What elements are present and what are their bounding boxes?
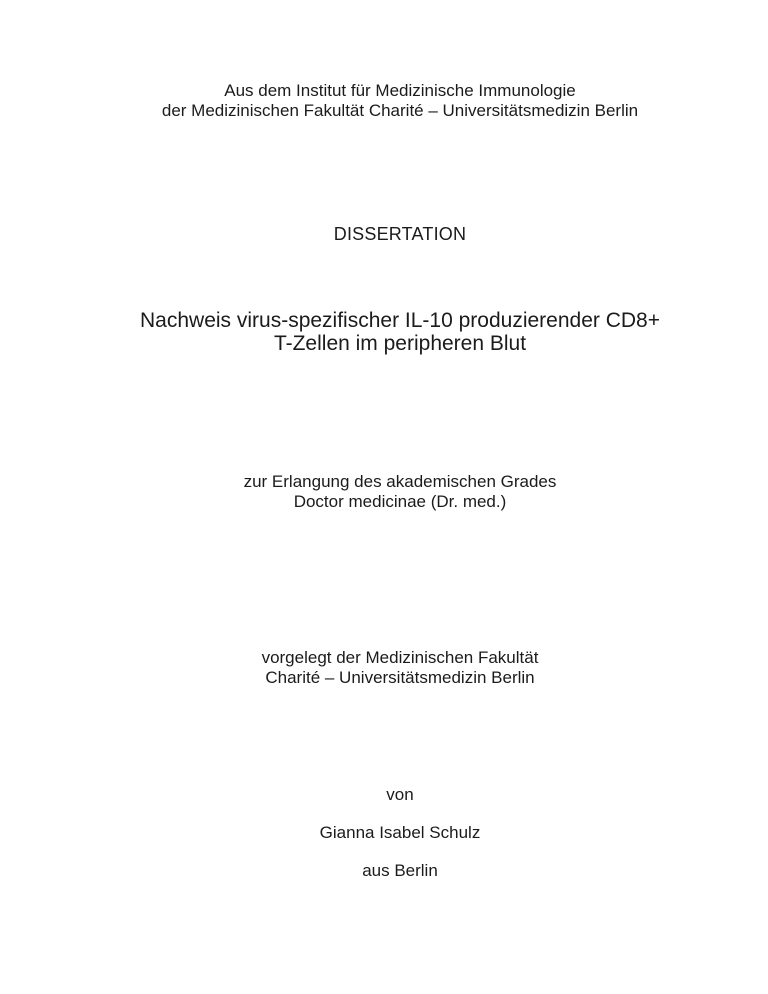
submitted-line-1: vorgelegt der Medizinischen Fakultät <box>261 648 539 667</box>
submitted-line-2: Charité – Universitätsmedizin Berlin <box>265 667 535 687</box>
document-type-heading: DISSERTATION <box>333 224 467 244</box>
institute-line-2: der Medizinischen Fakultät Charité – Universitätsmedizin Berlin <box>161 100 639 120</box>
institute-affiliation <box>40 81 760 120</box>
thesis-title-line-2: T-Zellen im peripheren Blut <box>273 332 527 355</box>
degree-statement <box>40 472 760 511</box>
author-origin: aus Berlin <box>362 861 438 880</box>
author-name: Gianna Isabel Schulz <box>319 823 481 842</box>
submitted-to-statement <box>40 648 760 687</box>
by-label: von <box>386 785 414 804</box>
degree-line-2: Doctor medicinae (Dr. med.) <box>293 491 507 511</box>
institute-line-1: Aus dem Institut für Medizinische Immunologie <box>224 81 576 100</box>
thesis-title <box>40 309 760 355</box>
degree-line-1: zur Erlangung des akademischen Grades <box>243 472 557 491</box>
thesis-title-line-1: Nachweis virus-spezifischer IL-10 produzierender CD8+ <box>140 309 660 332</box>
